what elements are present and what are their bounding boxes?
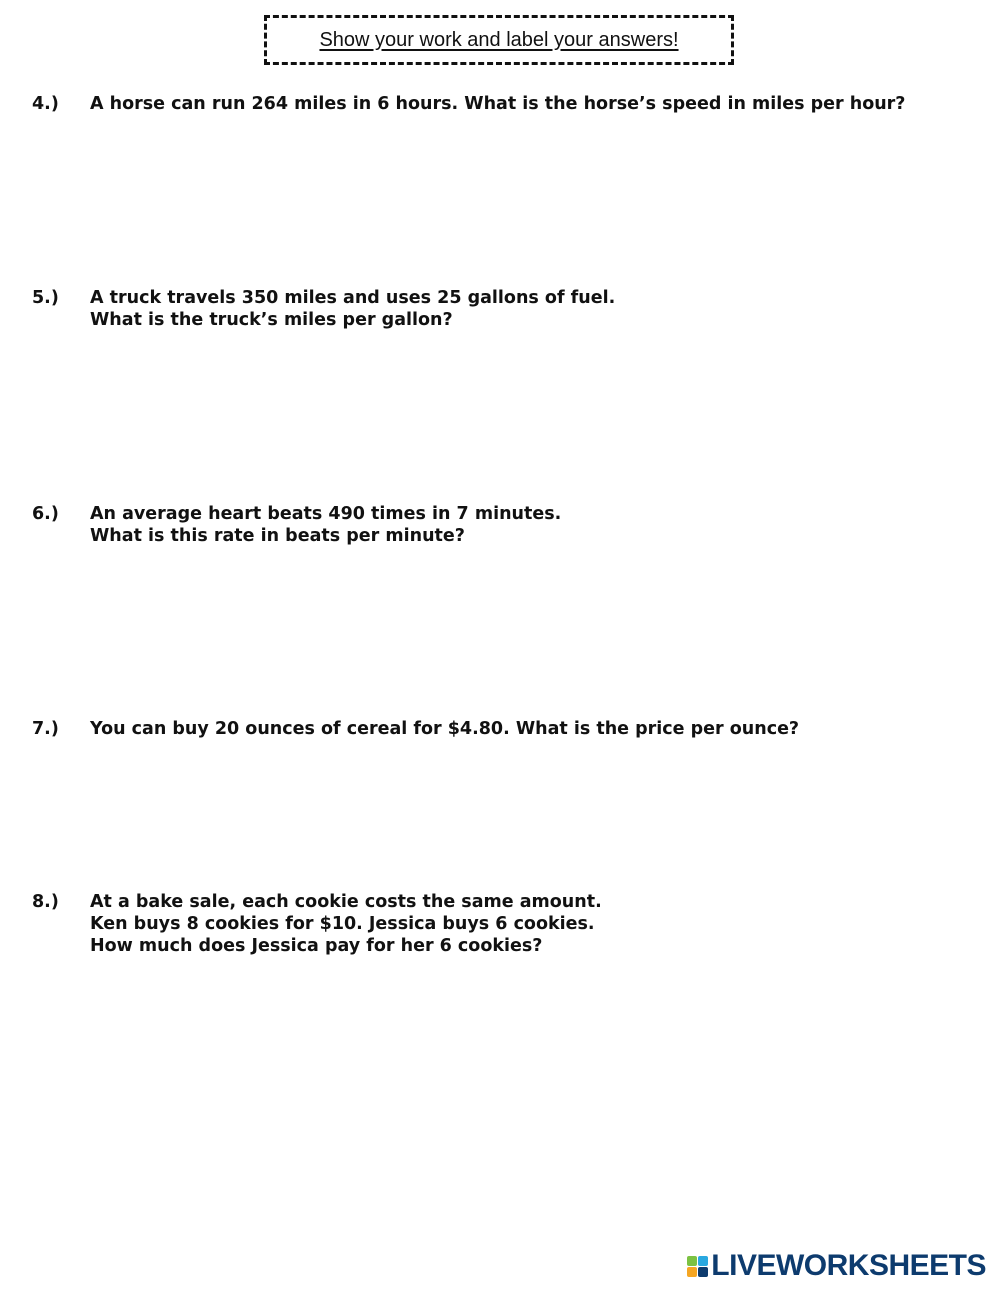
logo-square-blue <box>698 1256 708 1266</box>
question-line: A horse can run 264 miles in 6 hours. What is the horse’s speed in miles per hour? <box>90 94 906 114</box>
question-line: How much does Jessica pay for her 6 cookies? <box>90 936 543 956</box>
question-line: You can buy 20 ounces of cereal for $4.80. What is the price per ounce? <box>90 719 800 739</box>
question-6 <box>32 503 982 547</box>
liveworksheets-logo-icon <box>687 1256 708 1277</box>
question-text <box>90 287 982 331</box>
question-7 <box>32 718 982 740</box>
question-number: 6.) <box>32 504 59 524</box>
question-4 <box>32 93 982 115</box>
question-text <box>90 503 982 547</box>
question-line: What is the truck’s miles per gallon? <box>90 310 453 330</box>
question-number: 5.) <box>32 288 59 308</box>
question-line: Ken buys 8 cookies for $10. Jessica buys 6 cookies. <box>90 914 595 934</box>
instruction-box <box>264 15 734 65</box>
question-8 <box>32 891 982 957</box>
question-number: 7.) <box>32 719 59 739</box>
question-number: 4.) <box>32 94 59 114</box>
question-5 <box>32 287 982 331</box>
brand-name: LIVEWORKSHEETS <box>711 1249 986 1282</box>
question-line: An average heart beats 490 times in 7 minutes. <box>90 504 562 524</box>
question-text <box>90 718 982 740</box>
liveworksheets-brand[interactable] <box>687 1251 986 1281</box>
logo-square-orange <box>687 1267 697 1277</box>
logo-square-navy <box>698 1267 708 1277</box>
question-line: What is this rate in beats per minute? <box>90 526 465 546</box>
logo-square-green <box>687 1256 697 1266</box>
question-text <box>90 93 982 115</box>
question-number: 8.) <box>32 892 59 912</box>
question-line: A truck travels 350 miles and uses 25 gallons of fuel. <box>90 288 616 308</box>
question-line: At a bake sale, each cookie costs the same amount. <box>90 892 602 912</box>
question-text <box>90 891 982 957</box>
instruction-text: Show your work and label your answers! <box>319 28 679 51</box>
